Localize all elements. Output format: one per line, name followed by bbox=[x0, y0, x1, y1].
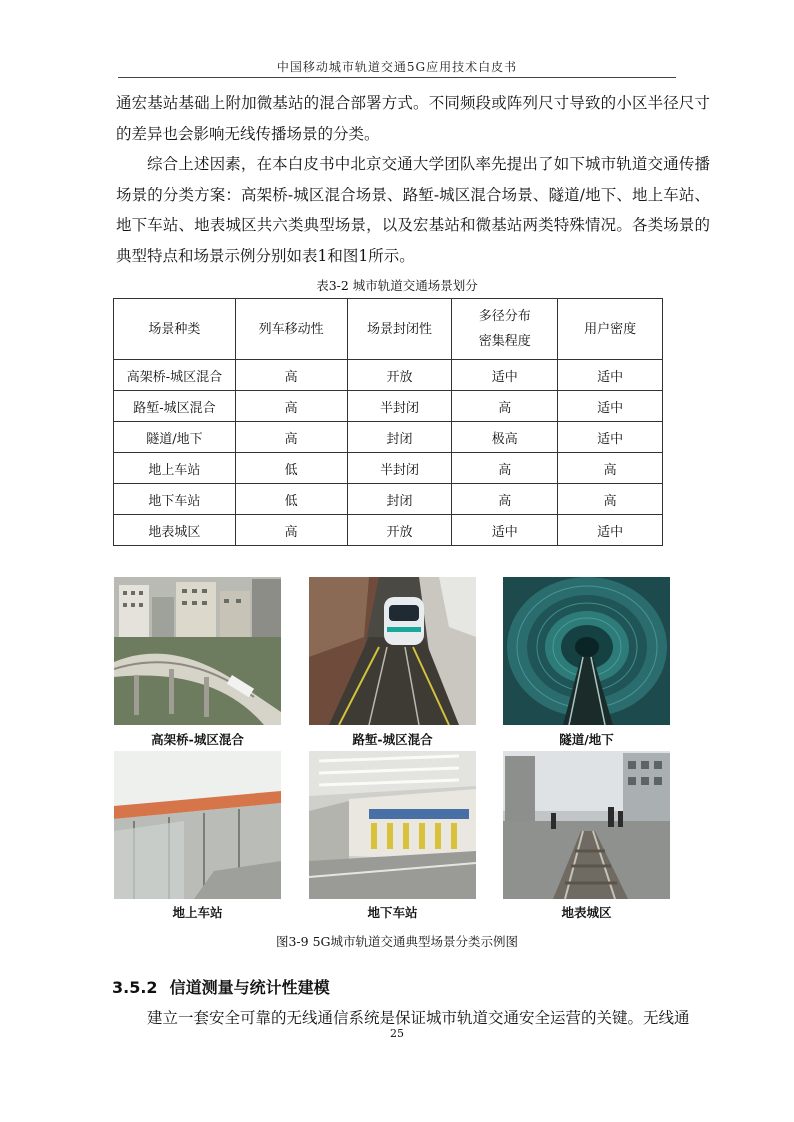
caption-above-ground-station: 地上车站 bbox=[172, 905, 223, 920]
running-header: 中国移动城市轨道交通5G应用技术白皮书 bbox=[276, 60, 518, 74]
photo-surface-urban bbox=[503, 751, 670, 899]
table-cell: 适中 bbox=[558, 422, 663, 453]
figure-caption: 图3-9 5G城市轨道交通典型场景分类示例图 bbox=[275, 934, 519, 949]
caption-tunnel: 隧道/地下 bbox=[559, 732, 614, 747]
header-multipath-line2: 密集程度 bbox=[478, 334, 531, 349]
table-cell: 高 bbox=[235, 515, 347, 546]
table-cell: 高 bbox=[235, 422, 347, 453]
header-multipath bbox=[452, 299, 558, 360]
table-cell: 高架桥-城区混合 bbox=[114, 360, 236, 391]
table-cell: 适中 bbox=[452, 360, 558, 391]
section-heading bbox=[112, 975, 330, 998]
table-row bbox=[114, 360, 663, 391]
table-cell: 高 bbox=[235, 360, 347, 391]
table-cell: 高 bbox=[452, 484, 558, 515]
section-number: 3.5.2 bbox=[112, 978, 158, 997]
page-number: 25 bbox=[390, 1027, 404, 1040]
caption-underground-station: 地下车站 bbox=[367, 905, 418, 920]
table-row bbox=[114, 391, 663, 422]
table-cell: 封闭 bbox=[347, 422, 452, 453]
table-cell: 高 bbox=[235, 391, 347, 422]
table-caption: 表3-2 城市轨道交通场景划分 bbox=[316, 278, 478, 293]
table-cell: 适中 bbox=[558, 360, 663, 391]
paragraph-3: 建立一套安全可靠的无线通信系统是保证城市轨道交通安全运营的关键。无线通 bbox=[147, 1009, 690, 1027]
header-mobility: 列车移动性 bbox=[235, 299, 347, 360]
table-cell: 适中 bbox=[558, 391, 663, 422]
header-multipath-line1: 多径分布 bbox=[478, 309, 531, 324]
table-cell: 地下车站 bbox=[114, 484, 236, 515]
header-divider bbox=[118, 77, 676, 78]
caption-cutting-urban: 路堑-城区混合 bbox=[352, 732, 433, 747]
table-cell: 开放 bbox=[347, 360, 452, 391]
header-user-density: 用户密度 bbox=[558, 299, 663, 360]
table-cell: 高 bbox=[558, 484, 663, 515]
table-row bbox=[114, 453, 663, 484]
paragraph-2: 综合上述因素，在本白皮书中北京交通大学团队率先提出了如下城市轨道交通传播场景的分类方案：高架桥-城区混合场景、路堑-城区混合场景、隧道/地下、地上车站、地下车站、地表城区共六类典型场景，以及宏基站和微基站两类特殊情况。各类场景的典型特点和场景示例分别如表1和图1所示。 bbox=[116, 155, 710, 265]
table-cell: 高 bbox=[452, 453, 558, 484]
table-cell: 低 bbox=[235, 484, 347, 515]
caption-surface-urban: 地表城区 bbox=[561, 905, 612, 920]
table-cell: 半封闭 bbox=[347, 453, 452, 484]
table-row bbox=[114, 484, 663, 515]
table-cell: 开放 bbox=[347, 515, 452, 546]
table-cell: 高 bbox=[558, 453, 663, 484]
table-cell: 高 bbox=[452, 391, 558, 422]
table-cell: 隧道/地下 bbox=[114, 422, 236, 453]
table-cell: 地上车站 bbox=[114, 453, 236, 484]
header-scene-type: 场景种类 bbox=[114, 299, 236, 360]
table-row bbox=[114, 422, 663, 453]
caption-elevated-urban: 高架桥-城区混合 bbox=[151, 732, 244, 747]
scene-classification-table bbox=[113, 298, 663, 546]
section-title: 信道测量与统计性建模 bbox=[169, 978, 330, 997]
paragraph-1: 通宏基站基础上附加微基站的混合部署方式。不同频段或阵列尺寸导致的小区半径尺寸的差异也会影响无线传播场景的分类。 bbox=[116, 94, 710, 143]
table-cell: 适中 bbox=[558, 515, 663, 546]
table-cell: 极高 bbox=[452, 422, 558, 453]
table-cell: 路堑-城区混合 bbox=[114, 391, 236, 422]
table-cell: 地表城区 bbox=[114, 515, 236, 546]
photo-elevated-urban bbox=[114, 577, 281, 725]
photo-underground-station bbox=[309, 751, 476, 899]
photo-tunnel bbox=[503, 577, 670, 725]
table-cell: 封闭 bbox=[347, 484, 452, 515]
table-cell: 适中 bbox=[452, 515, 558, 546]
header-enclosure: 场景封闭性 bbox=[347, 299, 452, 360]
table-cell: 低 bbox=[235, 453, 347, 484]
table-header-row bbox=[114, 299, 663, 360]
table-row bbox=[114, 515, 663, 546]
table-cell: 半封闭 bbox=[347, 391, 452, 422]
photo-above-ground-station bbox=[114, 751, 281, 899]
photo-cutting-urban bbox=[309, 577, 476, 725]
